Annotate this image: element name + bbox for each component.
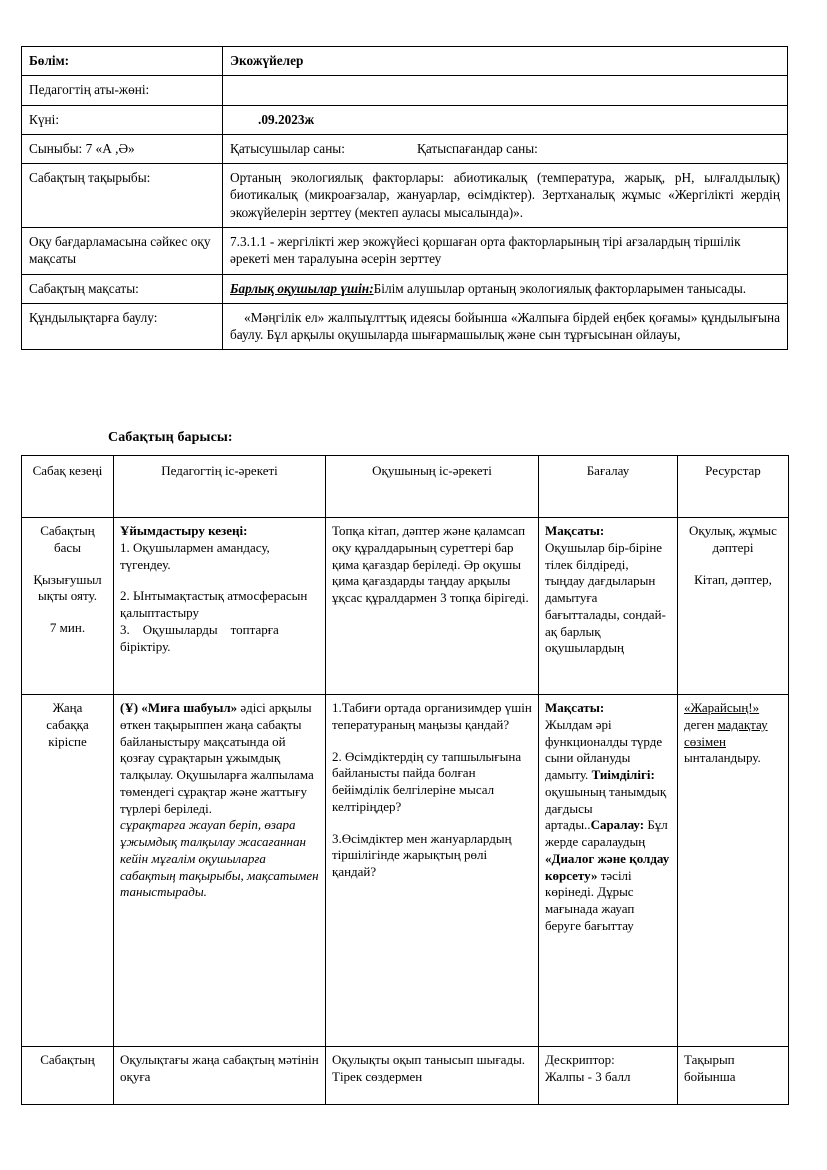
teacher-step-3: 3. Оқушыларды топтарға біріктіру.	[120, 621, 283, 654]
table-row	[22, 274, 788, 303]
assessment-body-3: Жалпы - 3 балл	[545, 1068, 631, 1084]
table-row	[22, 164, 788, 228]
cell-teacher-activity-2	[114, 695, 326, 1047]
assessment-differentiation-tail: тәсілі көрінеді. Дұрыс мағынада жауап беруге бағыттау	[545, 867, 635, 933]
spacer	[120, 573, 319, 588]
stage-line: Жаңа	[52, 700, 83, 715]
column-header-teacher-activity: Педагогтің іс-әрекеті	[114, 456, 326, 518]
cell-resources-3	[678, 1047, 789, 1105]
cell-teacher-activity-1	[114, 518, 326, 695]
spacer	[332, 816, 532, 831]
attendance-absent-label: Қатыспағандар саны:	[416, 140, 538, 156]
table-header-row	[22, 456, 789, 518]
teacher-step-2: 2. Ынтымақтастық атмосферасын қалыптастыру	[120, 588, 308, 621]
assessment-body-1: Оқушылар бір-біріне тілек білдіреді, тыңдау дағдыларын дамытуға бағытталады, сондай-ақ барлық оқушылардың	[545, 539, 666, 656]
assessment-goal-text: Жылдам әрі функционалды түрде сыни ойлануды дамыту.	[545, 716, 663, 783]
stage-line: Қызығушыл	[33, 571, 102, 587]
cell-assessment-2	[539, 695, 678, 1047]
lesson-meta-table	[21, 46, 788, 350]
resource-praise-phrase: «Жарайсың!»	[684, 700, 760, 715]
resource-line: жұмыс	[738, 523, 777, 538]
lesson-goal-lead: Барлық оқушылар үшін:	[230, 280, 374, 296]
stage-line: сабаққа	[46, 716, 89, 732]
meta-value-bolim: Экожүйелер	[223, 47, 788, 76]
assessment-lead-efficiency: Тиімділігі:	[591, 767, 655, 783]
resource-text-deg: деген	[684, 716, 718, 732]
spacer	[28, 557, 107, 572]
meta-value-date: .09.2023ж	[258, 111, 315, 127]
column-header-resources: Ресурстар	[678, 456, 789, 518]
cell-student-activity-1: Топқа кітап, дәптер және қаламсап оқу құралдарының суреттері бар қима қағаздар беріледі. Әр оқушы қима қағаздарды таңдау арқылы ұқсас құралдармен 3 топқа бірігеді.	[326, 518, 539, 695]
resource-line: дәптер,	[731, 571, 772, 587]
cell-stage-3	[22, 1047, 114, 1105]
stage-line: кіріспе	[48, 733, 87, 749]
cell-assessment-3	[539, 1047, 678, 1105]
meta-label-date: Күні:	[22, 105, 223, 134]
meta-value-curriculum-objective: 7.3.1.1 - жергілікті жер экожүйесі қоршаған орта факторларының тірі ағзалардың тіршілік әрекеті мен таралуына әсерін зерттеу	[223, 227, 788, 274]
assessment-lead-3: Дескриптор:	[545, 1052, 615, 1067]
table-row	[22, 227, 788, 274]
stage-line: Сабақтың	[40, 1052, 95, 1067]
teacher-lead-1: Ұйымдастыру кезеңі:	[120, 523, 248, 538]
assessment-lead-differentiation: Саралау:	[590, 817, 645, 833]
cell-student-activity-2	[326, 695, 539, 1047]
resource-line: Кітап,	[694, 571, 729, 587]
resource-line: дәптері	[712, 539, 754, 555]
meta-label-teacher-name: Педагогтің аты-жөні:	[22, 76, 223, 105]
cell-stage-2	[22, 695, 114, 1047]
cell-assessment-1	[539, 518, 678, 695]
table-row	[22, 518, 789, 695]
stage-line: ықты ояту.	[38, 588, 97, 604]
meta-value-teacher-name	[223, 76, 788, 105]
values-text: «Мәңгілік ел» жалпыұлттық идеясы бойынша «Жалпыға бірдей еңбек қоғамы» құндылығына баулу. Бұл арқылы оқушыларда шығармашылық және сын тұрғысынан ойлауы,	[230, 309, 780, 343]
meta-label-lesson-goal: Сабақтың мақсаты:	[22, 274, 223, 303]
teacher-body-2: әдісі арқылы өткен тақырыппен жаңа сабақты байланыстыру мақсатында ой қозғау сұрақтарын ұжымдық талқылау. Оқушыларға жалпылама төмендегі сұрақтар және жаттығу түрлері беріледі.	[120, 700, 314, 816]
resource-text-motivate: ынталандыру.	[684, 750, 761, 766]
meta-label-topic: Сабақтың тақырыбы:	[22, 164, 223, 228]
assessment-differentiation-text: Бұл жерде саралаудың	[545, 817, 668, 850]
resource-praise-word: мадақтау сөзімен	[684, 716, 768, 749]
table-row	[22, 695, 789, 1047]
spacer	[28, 605, 107, 620]
meta-value-date-cell	[223, 105, 788, 134]
table-row	[22, 105, 788, 134]
assessment-efficiency-text: оқушының танымдық дағдысы артады..	[545, 783, 667, 833]
cell-student-activity-3: Оқулықты оқып танысып шығады. Тірек сөздермен	[326, 1047, 539, 1105]
meta-value-values	[223, 303, 788, 350]
student-question-1: 1.Табиғи ортада организимдер үшін теператураның маңызы қандай?	[332, 700, 532, 732]
assessment-lead-1: Мақсаты:	[545, 523, 605, 538]
lesson-goal-body: Білім алушылар ортаның экологиялық факторларымен танысады.	[373, 280, 747, 296]
cell-teacher-activity-3: Оқулықтағы жаңа сабақтың мәтінін оқуға	[114, 1047, 326, 1105]
meta-label-values: Құндылықтарға баулу:	[22, 303, 223, 350]
resource-line: Тақырып	[684, 1052, 735, 1067]
attendance-present-label: Қатысушылар саны:	[230, 140, 345, 156]
meta-label-curriculum-objective: Оқу бағдарламасына сәйкес оқу мақсаты	[22, 227, 223, 274]
student-question-2: 2. Өсімдіктердің су тапшылығына байланысты пайда болған бейімділік белгілеріне мысал келтіріңдер?	[332, 748, 522, 814]
stage-line: 7 мин.	[49, 620, 86, 636]
cell-stage-1	[22, 518, 114, 695]
assessment-method-name: «Диалог және қолдау көрсету»	[545, 850, 670, 883]
teacher-italic-note-2: сұрақтарға жауап беріп, өзара ұжымдық талқылау жасағаннан кейін мұғалім оқушыларға сабақтың тақырыбы, мақсатымен таныстырады.	[120, 817, 319, 900]
resource-line: Оқулық,	[689, 523, 736, 538]
meta-label-class: Сыныбы: 7 «А ,Ә»	[22, 134, 223, 163]
table-row	[22, 134, 788, 163]
student-question-3: 3.Өсімдіктер мен жануарлардың тіршілігінде жарықтың рөлі қандай?	[332, 830, 512, 880]
cell-resources-1	[678, 518, 789, 695]
column-header-student-activity: Оқушының іс-әрекеті	[326, 456, 539, 518]
column-header-stage: Сабақ кезеңі	[22, 456, 114, 518]
stage-line: басы	[54, 539, 81, 555]
meta-label-bolim: Бөлім:	[22, 47, 223, 76]
stage-line: Сабақтың	[40, 523, 95, 538]
table-row	[22, 1047, 789, 1105]
table-row	[22, 47, 788, 76]
table-row	[22, 76, 788, 105]
spacer	[332, 734, 532, 749]
resource-line: бойынша	[684, 1068, 736, 1084]
section-caption-lesson-flow: Сабақтың барысы:	[108, 430, 233, 445]
table-row	[22, 303, 788, 350]
teacher-paragraph-2	[120, 700, 319, 817]
assessment-lead-goal: Мақсаты:	[545, 700, 605, 715]
teacher-step-1: 1. Оқушылармен амандасу, түгендеу.	[120, 539, 270, 572]
column-header-assessment: Бағалау	[539, 456, 678, 518]
spacer	[684, 557, 782, 572]
meta-value-topic: Ортаның экологиялық факторлары: абиотикалық (температура, жарық, рН, ылғалдылық) биотикалық (микроағзалар, жануарлар, өсімдіктер). Зертханалық жұмыс «Жергілікті жердің экожүйелерін зерттеу (мектеп ауласы мысалында)».	[223, 164, 788, 228]
teacher-lead-2: (Ұ) «Миға шабуыл»	[120, 700, 238, 715]
meta-value-lesson-goal	[223, 274, 788, 303]
meta-value-attendance	[223, 134, 788, 163]
lesson-flow-table	[21, 455, 789, 1105]
cell-resources-2	[678, 695, 789, 1047]
